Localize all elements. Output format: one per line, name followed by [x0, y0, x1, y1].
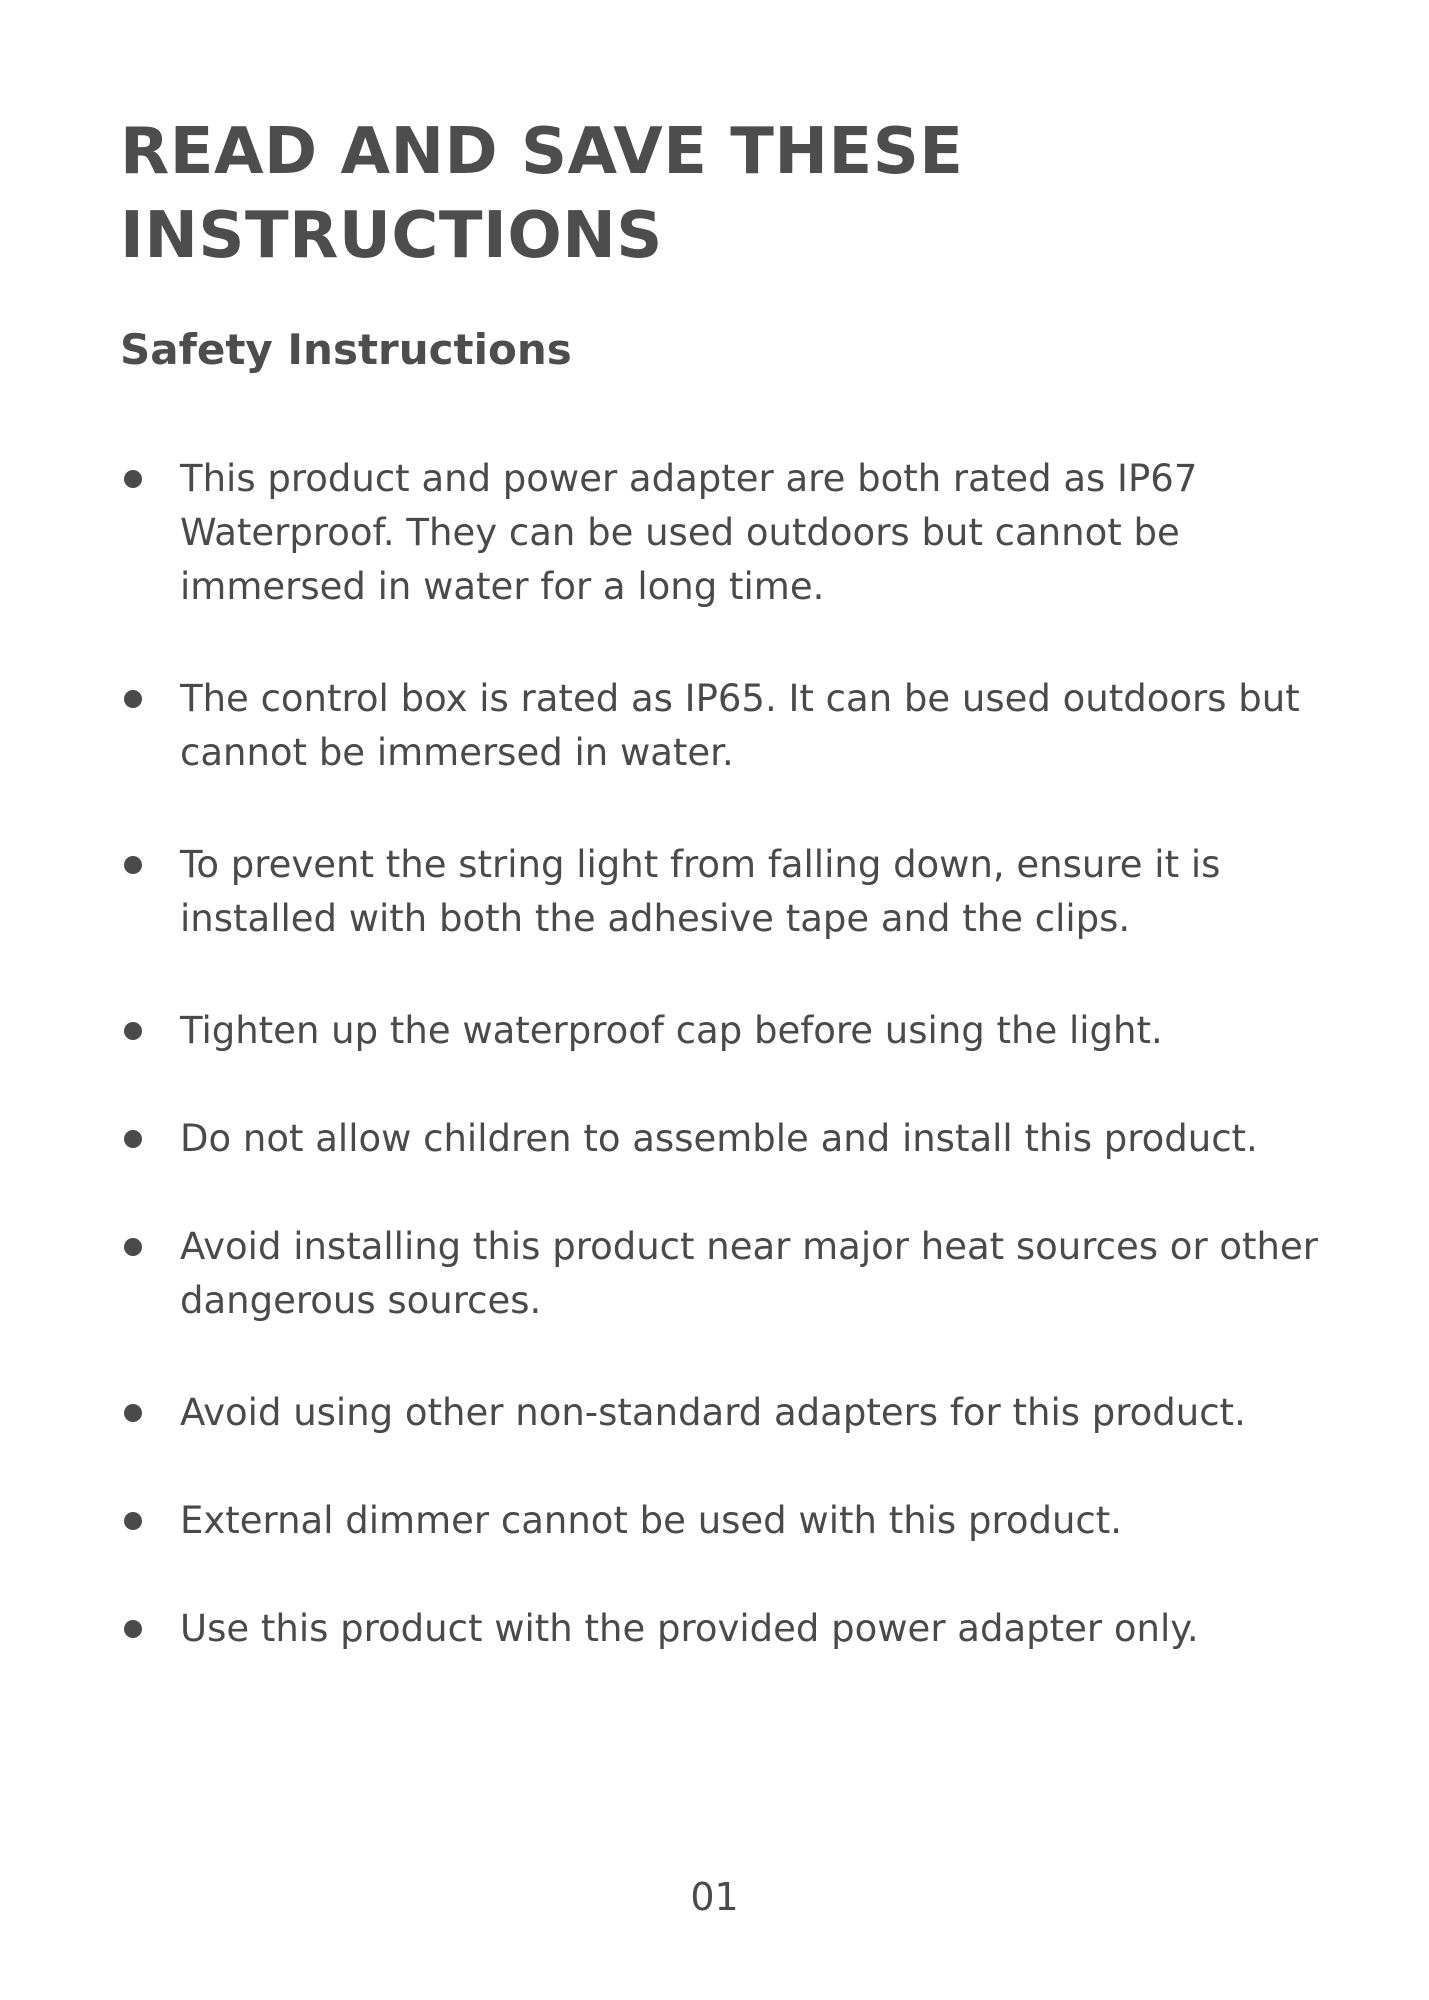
list-item-text: Avoid installing this product near major heat sources or other dangerous sources.: [180, 1225, 1318, 1322]
page-number: 01: [690, 1875, 739, 1919]
bullet-icon: [124, 856, 142, 874]
list-item: [120, 1602, 1340, 1656]
bullet-icon: [124, 1130, 142, 1148]
list-item: [120, 672, 1340, 780]
bullet-icon: [124, 1512, 142, 1530]
bullet-icon: [124, 470, 142, 488]
section-heading: Safety Instructions: [120, 325, 572, 374]
list-item: [120, 1386, 1340, 1440]
bullet-icon: [124, 690, 142, 708]
bullet-icon: [124, 1238, 142, 1256]
safety-instructions-list: [120, 452, 1340, 1656]
list-item-text: External dimmer cannot be used with this product.: [180, 1499, 1123, 1542]
list-item: [120, 1220, 1340, 1328]
list-item: [120, 1004, 1340, 1058]
list-item-text: Do not allow children to assemble and install this product.: [180, 1117, 1258, 1160]
list-item-text: This product and power adapter are both rated as IP67 Waterproof. They can be used outdoors but cannot be immersed in water for a long time.: [180, 457, 1198, 608]
bullet-icon: [124, 1404, 142, 1422]
list-item-text: The control box is rated as IP65. It can be used outdoors but cannot be immersed in water.: [180, 677, 1300, 774]
list-item-text: Use this product with the provided power adapter only.: [180, 1607, 1199, 1650]
bullet-icon: [124, 1022, 142, 1040]
list-item-text: To prevent the string light from falling down, ensure it is installed with both the adhesive tape and the clips.: [180, 843, 1221, 940]
list-item-text: Avoid using other non-standard adapters for this product.: [180, 1391, 1246, 1434]
bullet-icon: [124, 1620, 142, 1638]
list-item: [120, 1112, 1340, 1166]
list-item: [120, 838, 1340, 946]
list-item: [120, 1494, 1340, 1548]
page-title: READ AND SAVE THESE INSTRUCTIONS: [120, 115, 964, 273]
list-item: [120, 452, 1340, 614]
list-item-text: Tighten up the waterproof cap before using the light.: [180, 1009, 1163, 1052]
